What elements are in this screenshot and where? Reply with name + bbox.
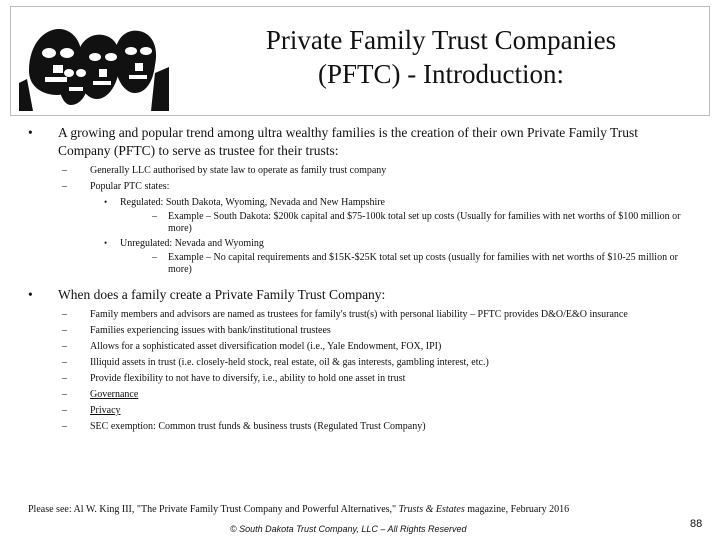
reason-text: SEC exemption: Common trust funds & business trusts (Regulated Trust Company): [90, 421, 426, 432]
dash-marker: –: [62, 421, 67, 432]
copyright-footer: © South Dakota Trust Company, LLC – All Rights Reserved: [230, 524, 467, 534]
sub-bullet-text: Popular PTC states:: [90, 181, 170, 192]
dash-marker: –: [62, 357, 67, 368]
regulated-example-text: Example – South Dakota: $200k capital and $75-100k total set up costs (Usually for families with net worths of $100 million or more): [168, 211, 681, 234]
dash-marker: –: [62, 165, 67, 176]
dash-marker: –: [62, 325, 67, 336]
regulated-text: Regulated: South Dakota, Wyoming, Nevada and New Hampshire: [120, 197, 385, 208]
citation-text: Please see: Al W. King III, "The Private Family Trust Company and Powerful Alternatives,": [28, 504, 397, 515]
citation-suffix: magazine, February 2016: [467, 504, 570, 515]
dash-marker: –: [152, 252, 157, 263]
regulated-states: [28, 196, 688, 209]
reason-text: Family members and advisors are named as trustees for family's trust(s) with personal liability – PFTC provides D&O/E&O insurance: [90, 309, 628, 320]
sub-bullet-states: [28, 180, 688, 193]
reason-item: [28, 356, 688, 369]
bullet-marker: •: [104, 238, 108, 248]
reason-item: [28, 404, 688, 417]
magazine-name: Trusts & Estates: [398, 504, 465, 515]
reason-item: [28, 324, 688, 337]
bullet-marker: •: [28, 125, 33, 140]
reason-item: [28, 340, 688, 353]
reason-item: [28, 372, 688, 385]
reason-item: [28, 420, 688, 433]
reason-item: [28, 388, 688, 401]
page-number: 88: [690, 518, 703, 530]
slide-title: [176, 23, 706, 91]
unregulated-states: [28, 237, 688, 250]
bullet-marker: •: [104, 197, 108, 207]
dash-marker: –: [62, 405, 67, 416]
dash-marker: –: [62, 373, 67, 384]
sub-bullet-llc: [28, 164, 688, 177]
unregulated-text: Unregulated: Nevada and Wyoming: [120, 238, 264, 249]
reason-text: Families experiencing issues with bank/institutional trustees: [90, 325, 331, 336]
slide-content: [28, 124, 688, 436]
mount-rushmore-portrait-icon: [19, 13, 169, 111]
reason-text: Allows for a sophisticated asset diversification model (i.e., Yale Endowment, FOX, IPI): [90, 341, 442, 352]
title-line-1: Private Family Trust Companies: [265, 25, 617, 55]
reason-item: [28, 308, 688, 321]
dash-marker: –: [152, 211, 157, 222]
unregulated-example-text: Example – No capital requirements and $15K-$25K total set up costs (usually for families with net worths of $10-25 million or more): [168, 252, 678, 275]
bullet-trend: [28, 124, 688, 160]
title-line-2: (PFTC) - Introduction:: [318, 59, 564, 89]
regulated-example: [28, 211, 688, 235]
title-box: [10, 6, 710, 116]
reason-text: Privacy: [90, 405, 121, 416]
bullet-marker: •: [28, 287, 33, 302]
dash-marker: –: [62, 309, 67, 320]
bullet-text: When does a family create a Private Family Trust Company:: [58, 287, 386, 302]
unregulated-example: [28, 252, 688, 276]
reason-text: Illiquid assets in trust (i.e. closely-held stock, real estate, oil & gas interests, gambling interest, etc.): [90, 357, 489, 368]
bullet-when: [28, 286, 688, 304]
dash-marker: –: [62, 181, 67, 192]
sub-bullet-text: Generally LLC authorised by state law to operate as family trust company: [90, 165, 387, 176]
bullet-text: A growing and popular trend among ultra wealthy families is the creation of their own Private Family Trust Company (PFTC) to serve as trustee for their trusts:: [58, 125, 639, 158]
reason-text: Governance: [90, 389, 139, 400]
reason-text: Provide flexibility to not have to diversify, i.e., ability to hold one asset in trust: [90, 373, 406, 384]
source-citation: [28, 504, 569, 516]
dash-marker: –: [62, 341, 67, 352]
dash-marker: –: [62, 389, 67, 400]
